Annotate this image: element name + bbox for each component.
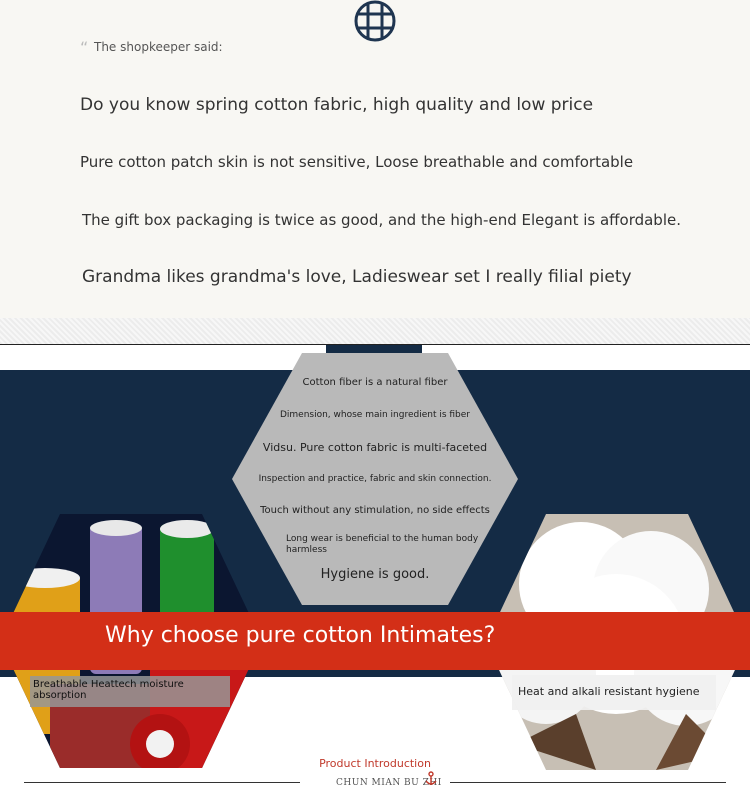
- hexagon-line-8: Hygiene is good.: [320, 567, 430, 582]
- brand-name: CHUN MIAN BU ZHI: [336, 778, 442, 788]
- product-introduction-label: Product Introduction: [319, 757, 431, 770]
- anchor-icon: [424, 771, 438, 787]
- intro-line-3: The gift box packaging is twice as good, and the high-end Elegant is affordable.: [82, 211, 681, 229]
- hatched-divider: [0, 318, 750, 344]
- quote-mark-icon: “: [80, 38, 89, 57]
- intro-line-2: Pure cotton patch skin is not sensitive, Loose breathable and comfortable: [80, 153, 634, 171]
- hexagon-line-7: harmless: [286, 545, 327, 555]
- banner-title: Why choose pure cotton Intimates?: [105, 623, 496, 648]
- hexagon-line-3: Vidsu. Pure cotton fabric is multi-faceted: [262, 441, 488, 454]
- right-image-caption: Heat and alkali resistant hygiene: [512, 675, 716, 710]
- shopkeeper-label: The shopkeeper said:: [94, 40, 223, 54]
- intro-line-4: Grandma likes grandma's love, Ladieswear set I really filial piety: [82, 267, 632, 287]
- intro-line-1: Do you know spring cotton fabric, high quality and low price: [80, 95, 594, 115]
- left-image-caption: Breathable Heattech moisture absorption: [30, 676, 230, 707]
- hexagon-line-1: Cotton fiber is a natural fiber: [302, 377, 448, 388]
- hexagon-line-4: Inspection and practice, fabric and skin connection.: [258, 474, 492, 484]
- hexagon-line-5: Touch without any stimulation, no side effects: [260, 505, 490, 516]
- footer-rule-right: [450, 782, 726, 783]
- logo-icon: [354, 0, 396, 42]
- hexagon-line-6: Long wear is beneficial to the human body: [286, 534, 479, 544]
- footer-rule-left: [24, 782, 300, 783]
- hexagon-line-2: Dimension, whose main ingredient is fiber: [279, 410, 471, 420]
